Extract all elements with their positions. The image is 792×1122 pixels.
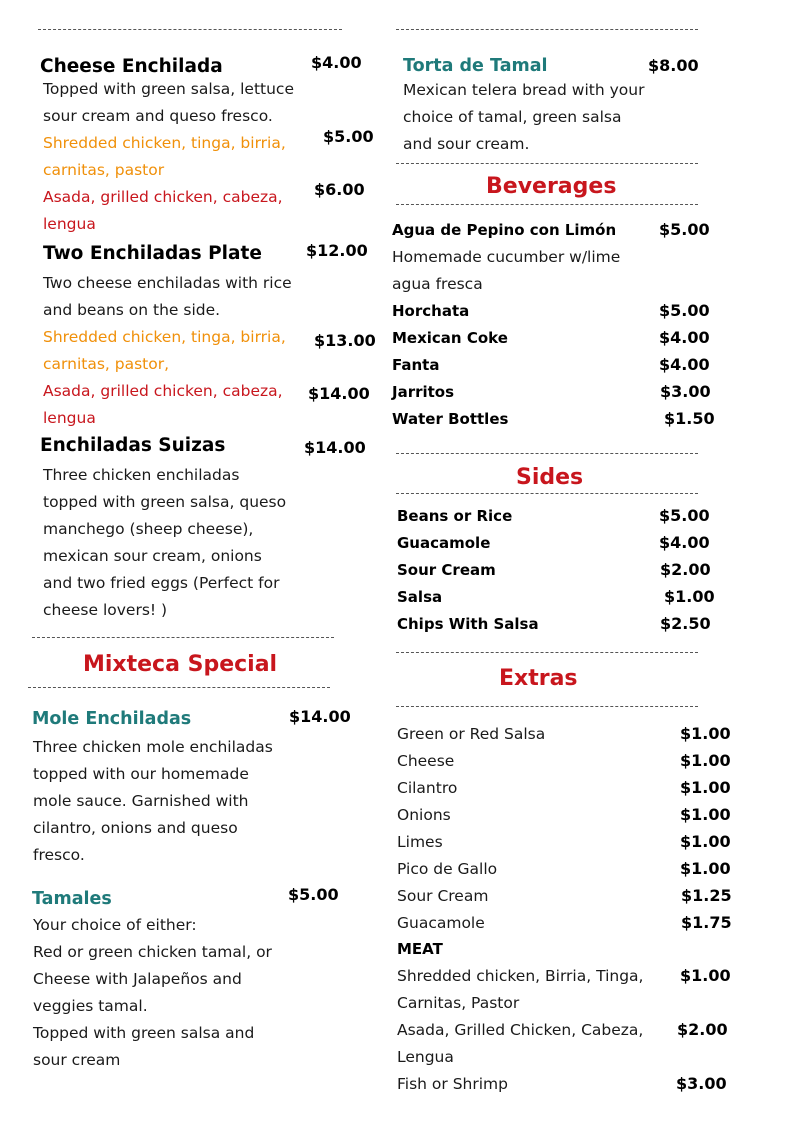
section-heading: Mixteca Special [83, 652, 278, 677]
item-price: $14.00 [289, 707, 351, 726]
divider [396, 493, 698, 494]
section-heading: Beverages [486, 174, 617, 199]
item-name: Torta de Tamal [403, 56, 548, 76]
extra-name: Onions [397, 806, 451, 824]
divider [28, 687, 330, 688]
side-price: $4.00 [659, 533, 710, 552]
meat-text: Carnitas, Pastor [397, 994, 520, 1012]
option-price: $5.00 [323, 127, 374, 146]
option-price: $14.00 [308, 384, 370, 403]
side-price: $2.00 [660, 560, 711, 579]
item-name: Cheese Enchilada [40, 56, 223, 77]
item-description: Mexican telera bread with your [403, 81, 645, 99]
divider [396, 163, 698, 164]
beverage-name: Mexican Coke [392, 329, 508, 347]
option-text: carnitas, pastor [43, 161, 165, 179]
meat-label: MEAT [397, 940, 443, 958]
item-description: cheese lovers! ) [43, 601, 168, 619]
extra-price: $1.00 [680, 778, 731, 797]
extra-price: $1.00 [680, 859, 731, 878]
item-name: Mole Enchiladas [32, 709, 192, 729]
beverage-price: $3.00 [660, 382, 711, 401]
item-description: Topped with green salsa, lettuce [43, 80, 294, 98]
item-description: veggies tamal. [33, 997, 148, 1015]
meat-text: Fish or Shrimp [397, 1075, 508, 1093]
item-description: Three chicken mole enchiladas [33, 738, 273, 756]
beverage-price: $1.50 [664, 409, 715, 428]
beverage-description: agua fresca [392, 275, 483, 293]
item-description: mexican sour cream, onions [43, 547, 262, 565]
extra-price: $1.00 [680, 832, 731, 851]
section-heading: Extras [499, 666, 578, 691]
side-name: Chips With Salsa [397, 615, 539, 633]
item-description: Topped with green salsa and [33, 1024, 255, 1042]
meat-text: Shredded chicken, Birria, Tinga, [397, 967, 644, 985]
item-name: Tamales [32, 889, 112, 909]
item-description: and two fried eggs (Perfect for [43, 574, 280, 592]
extra-price: $1.25 [681, 886, 732, 905]
extra-price: $1.00 [680, 724, 731, 743]
item-description: Cheese with Jalapeños and [33, 970, 242, 988]
beverage-price: $4.00 [659, 328, 710, 347]
beverage-price: $4.00 [659, 355, 710, 374]
section-heading: Sides [516, 465, 584, 490]
option-text: Asada, grilled chicken, cabeza, [43, 382, 283, 400]
meat-price: $3.00 [676, 1074, 727, 1093]
divider [396, 652, 698, 653]
item-name: Two Enchiladas Plate [43, 243, 262, 264]
extra-name: Sour Cream [397, 887, 489, 905]
item-description: Red or green chicken tamal, or [33, 943, 272, 961]
divider [32, 637, 334, 638]
item-description: and sour cream. [403, 135, 530, 153]
divider [38, 29, 342, 30]
item-description: cilantro, onions and queso [33, 819, 238, 837]
option-price: $6.00 [314, 180, 365, 199]
beverage-name: Jarritos [392, 383, 455, 401]
item-description: Two cheese enchiladas with rice [43, 274, 292, 292]
item-description: manchego (sheep cheese), [43, 520, 254, 538]
beverage-name: Agua de Pepino con Limón [392, 221, 617, 239]
beverage-description: Homemade cucumber w/lime [392, 248, 621, 266]
extra-name: Cheese [397, 752, 455, 770]
meat-text: Lengua [397, 1048, 454, 1066]
extra-price: $1.75 [681, 913, 732, 932]
option-price: $13.00 [314, 331, 376, 350]
item-description: and beans on the side. [43, 301, 221, 319]
side-name: Salsa [397, 588, 443, 606]
extra-name: Limes [397, 833, 443, 851]
item-price: $8.00 [648, 56, 699, 75]
option-text: Asada, grilled chicken, cabeza, [43, 188, 283, 206]
divider [396, 453, 698, 454]
extra-price: $1.00 [680, 751, 731, 770]
item-description: sour cream and queso fresco. [43, 107, 273, 125]
item-description: fresco. [33, 846, 85, 864]
meat-price: $1.00 [680, 966, 731, 985]
item-price: $12.00 [306, 241, 368, 260]
item-description: mole sauce. Garnished with [33, 792, 249, 810]
beverage-price: $5.00 [659, 301, 710, 320]
option-text: carnitas, pastor, [43, 355, 170, 373]
side-price: $1.00 [664, 587, 715, 606]
meat-price: $2.00 [677, 1020, 728, 1039]
item-description: Your choice of either: [33, 916, 197, 934]
option-text: lengua [43, 215, 96, 233]
item-description: choice of tamal, green salsa [403, 108, 622, 126]
item-price: $14.00 [304, 438, 366, 457]
item-description: sour cream [33, 1051, 121, 1069]
item-description: topped with our homemade [33, 765, 249, 783]
divider [396, 204, 698, 205]
side-price: $5.00 [659, 506, 710, 525]
meat-text: Asada, Grilled Chicken, Cabeza, [397, 1021, 644, 1039]
beverage-name: Water Bottles [392, 410, 509, 428]
option-text: Shredded chicken, tinga, birria, [43, 328, 286, 346]
item-description: Three chicken enchiladas [43, 466, 240, 484]
extra-price: $1.00 [680, 805, 731, 824]
divider [396, 29, 698, 30]
beverage-name: Fanta [392, 356, 440, 374]
beverage-price: $5.00 [659, 220, 710, 239]
divider [396, 706, 698, 707]
item-price: $4.00 [311, 53, 362, 72]
item-description: topped with green salsa, queso [43, 493, 287, 511]
side-name: Beans or Rice [397, 507, 513, 525]
extra-name: Green or Red Salsa [397, 725, 546, 743]
side-name: Guacamole [397, 534, 491, 552]
side-name: Sour Cream [397, 561, 496, 579]
extra-name: Guacamole [397, 914, 485, 932]
extra-name: Pico de Gallo [397, 860, 498, 878]
side-price: $2.50 [660, 614, 711, 633]
extra-name: Cilantro [397, 779, 458, 797]
item-name: Enchiladas Suizas [40, 435, 226, 456]
item-price: $5.00 [288, 885, 339, 904]
option-text: lengua [43, 409, 96, 427]
option-text: Shredded chicken, tinga, birria, [43, 134, 286, 152]
beverage-name: Horchata [392, 302, 470, 320]
